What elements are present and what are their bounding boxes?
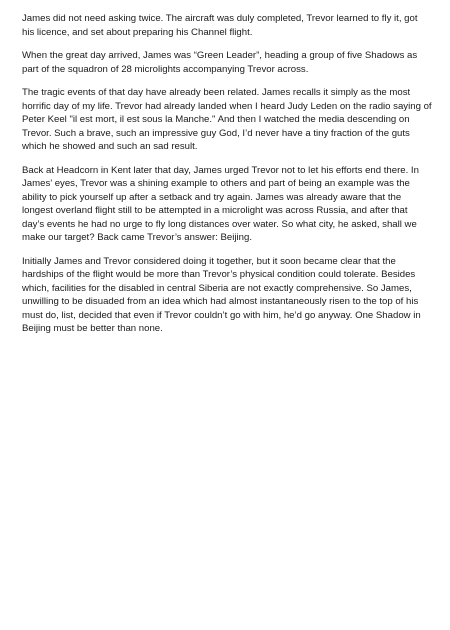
paragraph-5: Initially James and Trevor considered doing it together, but it soon became clear that the hardships of the flight would be more than Trevor’s physical condition could tolerate. Besides which, facilities for the disabled in central Siberia are not exactly comprehensive. So James, unwilling to be disuaded from an idea which had almost instantaneously risen to the top of his must do, list, decided that even if Trevor couldn’t go with him, he’d go anyway. One Shadow in Beijing must be better than none.: [22, 255, 421, 334]
paragraph-2: When the great day arrived, James was “Green Leader”, heading a group of five Shadows as part of the squadron of 28 microlights accompanying Trevor across.: [22, 50, 418, 75]
document-page: [22, 12, 432, 346]
paragraph-1: James did not need asking twice. The aircraft was duly completed, Trevor learned to fly it, got his licence, and set about preparing his Channel flight.: [22, 13, 418, 38]
paragraph-4: Back at Headcorn in Kent later that day, James urged Trevor not to let his efforts end there. In James’ eyes, Trevor was a shining example to others and part of being an example was the ability to pick yourself up after a setback and try again. James was already aware that the longest overland flight still to be attempted in a microlight was across Russia, and after that day’s events he had no urge to fly long distances over water. So what city, he asked, shall we make our target? Back came Trevor’s answer: Beijing.: [22, 164, 419, 243]
paragraph-3: The tragic events of that day have already been related. James recalls it simply as the most horrific day of my life. Trevor had already landed when I heard Judy Leden on the radio saying of Peter Keel "il est mort, il est sous la Manche." And then I watched the media descending on Trevor. Such a brave, such an impressive guy God, I’d never have a tiny fraction of the guts which he showed and such an sad result.: [22, 87, 432, 152]
